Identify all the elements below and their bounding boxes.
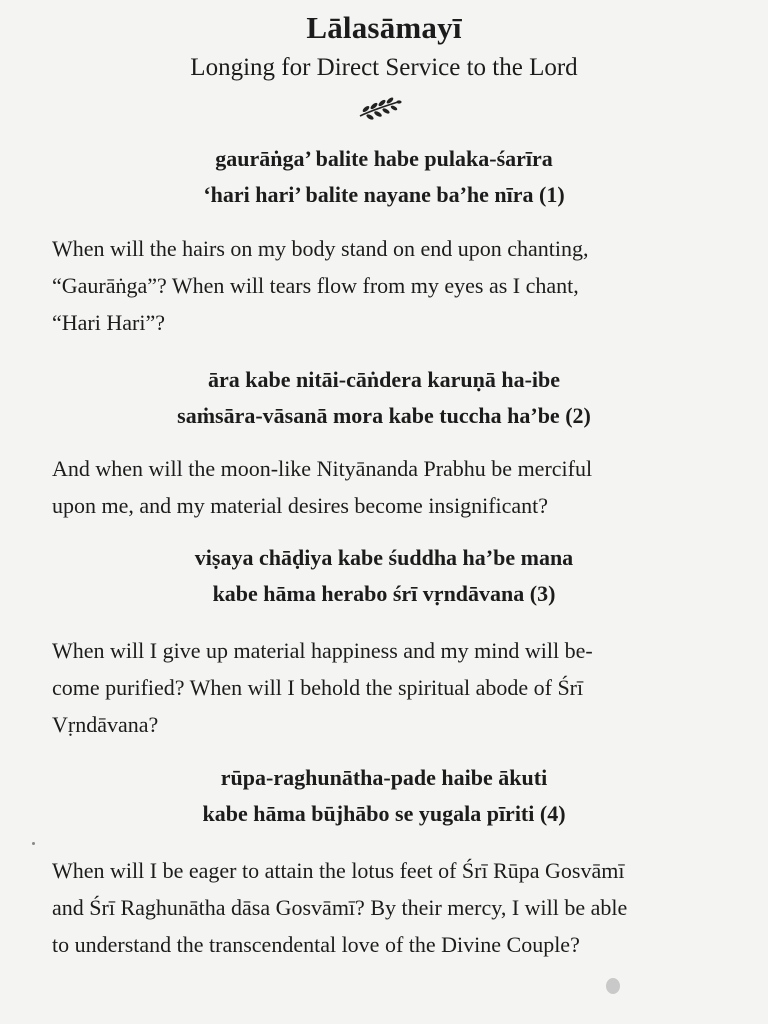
translation-line: When will the hairs on my body stand on end upon chanting,: [52, 236, 589, 261]
translation-2: [52, 450, 724, 524]
paper-speck: [606, 978, 620, 994]
translation-4: [52, 852, 724, 963]
paper-speck: [32, 842, 35, 845]
translation-line: upon me, and my material desires become insignificant?: [52, 493, 549, 518]
verse-line: viṣaya chāḍiya kabe śuddha ha’be mana: [194, 545, 574, 570]
translation-line: come purified? When will I behold the spiritual abode of Śrī: [52, 675, 584, 700]
translation-line: “Gaurāṅga”? When will tears flow from my eyes as I chant,: [52, 273, 579, 298]
verse-4: [0, 760, 768, 832]
translation-line: When will I give up material happiness and my mind will be-: [52, 638, 593, 663]
translation-1: [52, 230, 724, 341]
translation-line: When will I be eager to attain the lotus feet of Śrī Rūpa Gosvāmī: [52, 858, 625, 883]
verse-line: ‘hari hari’ balite nayane ba’he nīra (1): [203, 182, 565, 207]
verse-line: kabe hāma būjhābo se yugala pīriti (4): [202, 801, 566, 826]
verse-line: āra kabe nitāi-cāṅdera karuṇā ha-ibe: [207, 367, 561, 392]
translation-line: Vṛndāvana?: [52, 712, 159, 737]
verse-line: gaurāṅga’ balite habe pulaka-śarīra: [215, 146, 553, 171]
verse-line: kabe hāma herabo śrī vṛndāvana (3): [212, 581, 556, 606]
translation-3: [52, 632, 724, 743]
verse-line: saṁsāra-vāsanā mora kabe tuccha ha’be (2): [177, 403, 591, 428]
page-title: Lālasāmayī: [306, 10, 462, 45]
verse-2: [0, 362, 768, 434]
page-subtitle: Longing for Direct Service to the Lord: [190, 54, 578, 81]
verse-1: [0, 141, 768, 213]
translation-line: “Hari Hari”?: [52, 310, 165, 335]
translation-line: and Śrī Raghunātha dāsa Gosvāmī? By their mercy, I will be able: [52, 895, 628, 920]
translation-line: to understand the transcendental love of the Divine Couple?: [52, 932, 580, 957]
verse-line: rūpa-raghunātha-pade haibe ākuti: [220, 765, 548, 790]
leaf-sprig-icon: [356, 96, 402, 122]
translation-line: And when will the moon-like Nityānanda Prabhu be merciful: [52, 456, 593, 481]
verse-3: [0, 540, 768, 612]
